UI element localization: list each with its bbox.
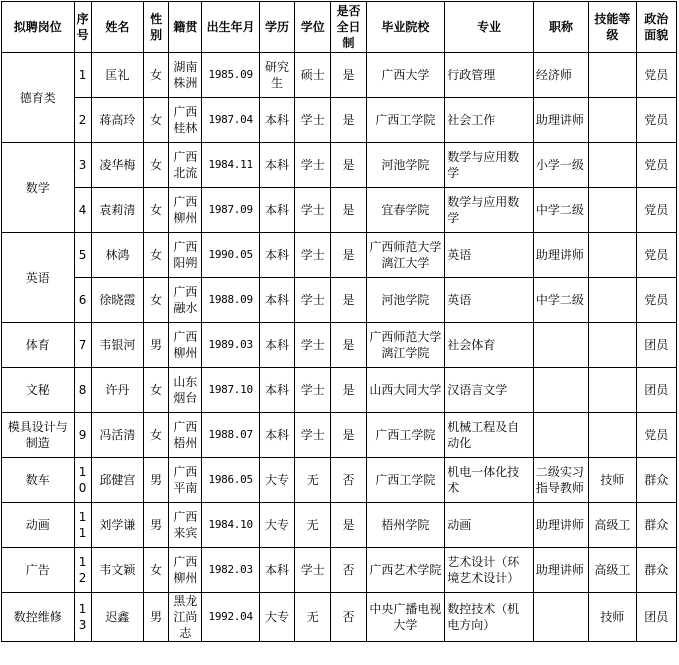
cell-name: 林鸿 [91,233,143,278]
cell-skill [589,278,636,323]
cell-skill [589,188,636,233]
header-degree: 学位 [295,2,331,53]
cell-major: 汉语言文学 [445,368,534,413]
cell-name: 韦银河 [91,323,143,368]
cell-major: 数控技术（机电方向） [445,593,534,642]
table-row [2,548,677,593]
table-row [2,503,677,548]
table-row [2,593,677,642]
cell-politics: 群众 [636,548,676,593]
cell-degree: 无 [295,503,331,548]
cell-name: 袁莉清 [91,188,143,233]
cell-major: 艺术设计（环境艺术设计） [445,548,534,593]
header-gender: 性别 [144,2,169,53]
cell-origin: 黑龙江尚志 [169,593,202,642]
cell-seq: 5 [74,233,91,278]
header-birth: 出生年月 [202,2,259,53]
cell-major: 英语 [445,233,534,278]
cell-degree: 无 [295,593,331,642]
cell-degree: 学士 [295,368,331,413]
cell-gender: 男 [144,458,169,503]
cell-birth: 1992.04 [202,593,259,642]
cell-origin: 广西桂林 [169,98,202,143]
cell-skill: 技师 [589,458,636,503]
cell-politics: 团员 [636,368,676,413]
cell-skill: 高级工 [589,503,636,548]
cell-school: 广西工学院 [366,98,445,143]
header-skill: 技能等级 [589,2,636,53]
cell-title: 助理讲师 [533,548,588,593]
cell-title [533,368,588,413]
cell-fulltime: 否 [331,593,366,642]
cell-fulltime: 是 [331,323,366,368]
cell-title [533,323,588,368]
cell-seq: 12 [74,548,91,593]
table-row [2,53,677,98]
cell-education: 本科 [259,143,294,188]
cell-degree: 学士 [295,548,331,593]
header-politics: 政治面貌 [636,2,676,53]
cell-major: 数学与应用数学 [445,143,534,188]
cell-school: 宜春学院 [366,188,445,233]
cell-politics: 党员 [636,413,676,458]
cell-fulltime: 是 [331,188,366,233]
cell-seq: 1 [74,53,91,98]
header-name: 姓名 [91,2,143,53]
cell-title: 二级实习指导教师 [533,458,588,503]
cell-gender: 女 [144,548,169,593]
cell-school: 广西工学院 [366,458,445,503]
cell-birth: 1987.04 [202,98,259,143]
cell-post: 数控维修 [2,593,75,642]
cell-gender: 女 [144,233,169,278]
table-row [2,143,677,188]
cell-name: 凌华梅 [91,143,143,188]
cell-title: 助理讲师 [533,233,588,278]
table-row [2,323,677,368]
cell-skill [589,413,636,458]
cell-origin: 广西梧州 [169,413,202,458]
cell-school: 广西艺术学院 [366,548,445,593]
cell-politics: 党员 [636,98,676,143]
cell-gender: 女 [144,188,169,233]
cell-politics: 党员 [636,278,676,323]
cell-post: 广告 [2,548,75,593]
recruitment-table [1,1,677,642]
cell-origin: 山东烟台 [169,368,202,413]
cell-politics: 党员 [636,233,676,278]
cell-school: 山西大同大学 [366,368,445,413]
cell-title: 中学二级 [533,278,588,323]
cell-school: 广西大学 [366,53,445,98]
cell-fulltime: 是 [331,413,366,458]
cell-birth: 1987.10 [202,368,259,413]
cell-post: 数学 [2,143,75,233]
cell-fulltime: 否 [331,458,366,503]
cell-title: 经济师 [533,53,588,98]
cell-politics: 党员 [636,188,676,233]
cell-gender: 女 [144,413,169,458]
cell-birth: 1985.09 [202,53,259,98]
cell-politics: 党员 [636,143,676,188]
cell-origin: 广西柳州 [169,548,202,593]
cell-degree: 无 [295,458,331,503]
cell-gender: 男 [144,323,169,368]
cell-title: 助理讲师 [533,503,588,548]
cell-title: 助理讲师 [533,98,588,143]
cell-seq: 6 [74,278,91,323]
cell-fulltime: 是 [331,53,366,98]
cell-fulltime: 是 [331,368,366,413]
header-origin: 籍贯 [169,2,202,53]
cell-seq: 9 [74,413,91,458]
cell-birth: 1982.03 [202,548,259,593]
cell-education: 大专 [259,503,294,548]
cell-gender: 男 [144,503,169,548]
cell-education: 本科 [259,368,294,413]
header-row [2,2,677,53]
cell-education: 本科 [259,278,294,323]
table-row [2,188,677,233]
cell-post: 英语 [2,233,75,323]
cell-school: 广西师范大学漓江学院 [366,323,445,368]
cell-origin: 广西柳州 [169,323,202,368]
cell-post: 数车 [2,458,75,503]
cell-name: 韦文颖 [91,548,143,593]
cell-birth: 1984.10 [202,503,259,548]
header-fulltime: 是否全日制 [331,2,366,53]
cell-birth: 1988.09 [202,278,259,323]
cell-gender: 女 [144,98,169,143]
cell-major: 数学与应用数学 [445,188,534,233]
cell-fulltime: 是 [331,278,366,323]
cell-school: 河池学院 [366,278,445,323]
cell-degree: 学士 [295,413,331,458]
cell-major: 社会体育 [445,323,534,368]
cell-origin: 广西阳朔 [169,233,202,278]
cell-seq: 8 [74,368,91,413]
cell-origin: 广西柳州 [169,188,202,233]
cell-school: 广西工学院 [366,413,445,458]
cell-name: 刘学谦 [91,503,143,548]
cell-birth: 1984.11 [202,143,259,188]
cell-school: 广西师范大学漓江大学 [366,233,445,278]
cell-fulltime: 是 [331,143,366,188]
cell-gender: 女 [144,143,169,188]
cell-seq: 7 [74,323,91,368]
cell-skill [589,323,636,368]
cell-politics: 党员 [636,53,676,98]
cell-title [533,593,588,642]
cell-major: 机械工程及自动化 [445,413,534,458]
cell-education: 本科 [259,413,294,458]
cell-origin: 湖南株洲 [169,53,202,98]
cell-name: 徐晓霞 [91,278,143,323]
cell-skill [589,233,636,278]
cell-seq: 10 [74,458,91,503]
cell-fulltime: 否 [331,548,366,593]
cell-major: 社会工作 [445,98,534,143]
table-row [2,233,677,278]
cell-degree: 学士 [295,233,331,278]
cell-birth: 1987.09 [202,188,259,233]
cell-education: 本科 [259,548,294,593]
cell-school: 中央广播电视大学 [366,593,445,642]
cell-seq: 3 [74,143,91,188]
cell-skill: 高级工 [589,548,636,593]
cell-fulltime: 是 [331,503,366,548]
cell-post: 文秘 [2,368,75,413]
cell-name: 匡礼 [91,53,143,98]
cell-origin: 广西北流 [169,143,202,188]
cell-birth: 1989.03 [202,323,259,368]
cell-gender: 女 [144,53,169,98]
table-row [2,458,677,503]
cell-education: 本科 [259,188,294,233]
cell-politics: 团员 [636,323,676,368]
cell-name: 蒋高玲 [91,98,143,143]
cell-education: 本科 [259,98,294,143]
cell-major: 行政管理 [445,53,534,98]
header-seq: 序号 [74,2,91,53]
cell-major: 英语 [445,278,534,323]
cell-education: 研究生 [259,53,294,98]
cell-post: 动画 [2,503,75,548]
cell-post: 体育 [2,323,75,368]
header-school: 毕业院校 [366,2,445,53]
cell-gender: 男 [144,593,169,642]
table-row [2,368,677,413]
table-row [2,413,677,458]
cell-title: 小学一级 [533,143,588,188]
cell-post: 模具设计与制造 [2,413,75,458]
cell-origin: 广西平南 [169,458,202,503]
cell-name: 冯活清 [91,413,143,458]
table-row [2,98,677,143]
cell-seq: 11 [74,503,91,548]
cell-politics: 团员 [636,593,676,642]
cell-school: 河池学院 [366,143,445,188]
header-title: 职称 [533,2,588,53]
cell-skill [589,368,636,413]
table-body [2,53,677,642]
cell-gender: 女 [144,278,169,323]
cell-post: 德育类 [2,53,75,143]
cell-name: 迟鑫 [91,593,143,642]
cell-major: 动画 [445,503,534,548]
cell-education: 本科 [259,233,294,278]
cell-politics: 群众 [636,503,676,548]
header-major: 专业 [445,2,534,53]
cell-degree: 学士 [295,98,331,143]
cell-major: 机电一体化技术 [445,458,534,503]
cell-school: 梧州学院 [366,503,445,548]
cell-degree: 学士 [295,323,331,368]
cell-name: 许丹 [91,368,143,413]
cell-politics: 群众 [636,458,676,503]
cell-birth: 1988.07 [202,413,259,458]
cell-name: 邱健宫 [91,458,143,503]
cell-degree: 学士 [295,188,331,233]
cell-birth: 1986.05 [202,458,259,503]
cell-seq: 4 [74,188,91,233]
cell-skill: 技师 [589,593,636,642]
cell-origin: 广西融水 [169,278,202,323]
cell-skill [589,143,636,188]
table-row [2,278,677,323]
cell-seq: 2 [74,98,91,143]
cell-education: 大专 [259,593,294,642]
cell-fulltime: 是 [331,233,366,278]
cell-birth: 1990.05 [202,233,259,278]
cell-skill [589,98,636,143]
cell-degree: 学士 [295,278,331,323]
header-education: 学历 [259,2,294,53]
cell-seq: 13 [74,593,91,642]
cell-skill [589,53,636,98]
cell-education: 大专 [259,458,294,503]
header-post: 拟聘岗位 [2,2,75,53]
cell-title [533,413,588,458]
cell-origin: 广西来宾 [169,503,202,548]
cell-degree: 硕士 [295,53,331,98]
cell-fulltime: 是 [331,98,366,143]
cell-degree: 学士 [295,143,331,188]
cell-gender: 女 [144,368,169,413]
cell-education: 本科 [259,323,294,368]
cell-title: 中学二级 [533,188,588,233]
